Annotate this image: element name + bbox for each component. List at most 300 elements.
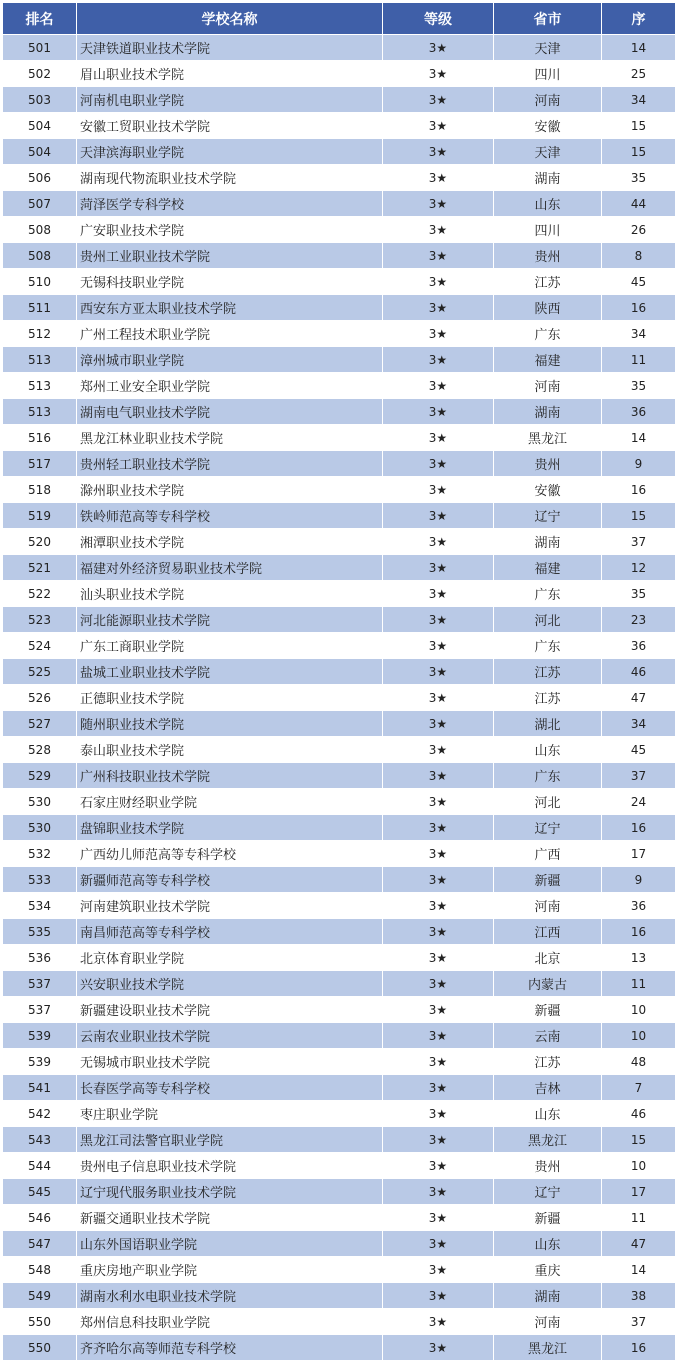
province-cell: 新疆 — [494, 1205, 602, 1231]
rank-cell: 519 — [3, 503, 77, 529]
grade-cell: 3★ — [383, 87, 494, 113]
province-cell: 江苏 — [494, 269, 602, 295]
seq-cell: 17 — [602, 1179, 676, 1205]
seq-cell: 45 — [602, 269, 676, 295]
table-row — [3, 737, 676, 763]
grade-cell: 3★ — [383, 555, 494, 581]
rank-cell: 501 — [3, 35, 77, 61]
seq-cell: 34 — [602, 87, 676, 113]
rank-cell: 510 — [3, 269, 77, 295]
rank-cell: 543 — [3, 1127, 77, 1153]
school-name-cell: 南昌师范高等专科学校 — [77, 919, 383, 945]
province-cell: 陕西 — [494, 295, 602, 321]
table-row — [3, 35, 676, 61]
seq-cell: 35 — [602, 373, 676, 399]
province-cell: 广西 — [494, 841, 602, 867]
province-cell: 广东 — [494, 321, 602, 347]
seq-cell: 36 — [602, 633, 676, 659]
school-name-cell: 枣庄职业学院 — [77, 1101, 383, 1127]
table-row — [3, 581, 676, 607]
grade-cell: 3★ — [383, 373, 494, 399]
school-name-cell: 广安职业技术学院 — [77, 217, 383, 243]
rank-cell: 522 — [3, 581, 77, 607]
rank-cell: 535 — [3, 919, 77, 945]
school-name-cell: 福建对外经济贸易职业技术学院 — [77, 555, 383, 581]
rank-cell: 527 — [3, 711, 77, 737]
table-row — [3, 555, 676, 581]
school-name-cell: 无锡城市职业技术学院 — [77, 1049, 383, 1075]
table-row — [3, 529, 676, 555]
rank-cell: 502 — [3, 61, 77, 87]
table-row — [3, 1153, 676, 1179]
header-province: 省市 — [494, 3, 602, 35]
school-name-cell: 广州工程技术职业学院 — [77, 321, 383, 347]
rank-cell: 516 — [3, 425, 77, 451]
grade-cell: 3★ — [383, 997, 494, 1023]
table-row — [3, 945, 676, 971]
table-row — [3, 217, 676, 243]
grade-cell: 3★ — [383, 1179, 494, 1205]
grade-cell: 3★ — [383, 1101, 494, 1127]
province-cell: 江苏 — [494, 685, 602, 711]
header-grade: 等级 — [383, 3, 494, 35]
table-row — [3, 789, 676, 815]
seq-cell: 34 — [602, 711, 676, 737]
grade-cell: 3★ — [383, 841, 494, 867]
grade-cell: 3★ — [383, 1075, 494, 1101]
grade-cell: 3★ — [383, 1023, 494, 1049]
school-name-cell: 山东外国语职业学院 — [77, 1231, 383, 1257]
province-cell: 天津 — [494, 139, 602, 165]
seq-cell: 17 — [602, 841, 676, 867]
rank-cell: 546 — [3, 1205, 77, 1231]
grade-cell: 3★ — [383, 529, 494, 555]
seq-cell: 10 — [602, 1153, 676, 1179]
school-name-cell: 长春医学高等专科学校 — [77, 1075, 383, 1101]
rank-cell: 536 — [3, 945, 77, 971]
table-header-row — [3, 3, 676, 35]
grade-cell: 3★ — [383, 295, 494, 321]
rank-cell: 529 — [3, 763, 77, 789]
school-name-cell: 齐齐哈尔高等师范专科学校 — [77, 1335, 383, 1361]
school-name-cell: 广州科技职业技术学院 — [77, 763, 383, 789]
school-name-cell: 无锡科技职业学院 — [77, 269, 383, 295]
table-row — [3, 451, 676, 477]
seq-cell: 37 — [602, 1309, 676, 1335]
table-row — [3, 425, 676, 451]
seq-cell: 13 — [602, 945, 676, 971]
province-cell: 湖北 — [494, 711, 602, 737]
grade-cell: 3★ — [383, 113, 494, 139]
rank-cell: 537 — [3, 997, 77, 1023]
grade-cell: 3★ — [383, 1153, 494, 1179]
table-row — [3, 1309, 676, 1335]
header-seq: 序 — [602, 3, 676, 35]
province-cell: 河南 — [494, 87, 602, 113]
province-cell: 新疆 — [494, 867, 602, 893]
province-cell: 广东 — [494, 633, 602, 659]
grade-cell: 3★ — [383, 581, 494, 607]
school-name-cell: 铁岭师范高等专科学校 — [77, 503, 383, 529]
seq-cell: 15 — [602, 1127, 676, 1153]
seq-cell: 37 — [602, 529, 676, 555]
seq-cell: 14 — [602, 35, 676, 61]
school-name-cell: 安徽工贸职业技术学院 — [77, 113, 383, 139]
province-cell: 四川 — [494, 217, 602, 243]
province-cell: 黑龙江 — [494, 425, 602, 451]
grade-cell: 3★ — [383, 139, 494, 165]
province-cell: 辽宁 — [494, 503, 602, 529]
grade-cell: 3★ — [383, 763, 494, 789]
grade-cell: 3★ — [383, 347, 494, 373]
table-row — [3, 841, 676, 867]
grade-cell: 3★ — [383, 165, 494, 191]
seq-cell: 7 — [602, 1075, 676, 1101]
school-name-cell: 黑龙江司法警官职业学院 — [77, 1127, 383, 1153]
province-cell: 河南 — [494, 1309, 602, 1335]
seq-cell: 15 — [602, 139, 676, 165]
school-name-cell: 云南农业职业技术学院 — [77, 1023, 383, 1049]
school-name-cell: 贵州电子信息职业技术学院 — [77, 1153, 383, 1179]
ranking-table — [2, 2, 676, 1361]
province-cell: 新疆 — [494, 997, 602, 1023]
rank-cell: 545 — [3, 1179, 77, 1205]
header-school-name: 学校名称 — [77, 3, 383, 35]
school-name-cell: 黑龙江林业职业技术学院 — [77, 425, 383, 451]
seq-cell: 16 — [602, 919, 676, 945]
table-row — [3, 711, 676, 737]
rank-cell: 525 — [3, 659, 77, 685]
seq-cell: 15 — [602, 503, 676, 529]
rank-cell: 534 — [3, 893, 77, 919]
rank-cell: 544 — [3, 1153, 77, 1179]
province-cell: 湖南 — [494, 165, 602, 191]
rank-cell: 512 — [3, 321, 77, 347]
seq-cell: 9 — [602, 451, 676, 477]
grade-cell: 3★ — [383, 685, 494, 711]
ranking-table-container — [2, 2, 675, 1361]
province-cell: 河南 — [494, 893, 602, 919]
grade-cell: 3★ — [383, 789, 494, 815]
seq-cell: 23 — [602, 607, 676, 633]
province-cell: 福建 — [494, 347, 602, 373]
table-row — [3, 867, 676, 893]
province-cell: 河北 — [494, 607, 602, 633]
grade-cell: 3★ — [383, 867, 494, 893]
table-row — [3, 1127, 676, 1153]
province-cell: 贵州 — [494, 451, 602, 477]
school-name-cell: 盘锦职业技术学院 — [77, 815, 383, 841]
province-cell: 山东 — [494, 1101, 602, 1127]
seq-cell: 15 — [602, 113, 676, 139]
province-cell: 河南 — [494, 373, 602, 399]
rank-cell: 549 — [3, 1283, 77, 1309]
province-cell: 四川 — [494, 61, 602, 87]
grade-cell: 3★ — [383, 711, 494, 737]
rank-cell: 513 — [3, 399, 77, 425]
table-row — [3, 1257, 676, 1283]
grade-cell: 3★ — [383, 35, 494, 61]
school-name-cell: 湘潭职业技术学院 — [77, 529, 383, 555]
grade-cell: 3★ — [383, 425, 494, 451]
rank-cell: 524 — [3, 633, 77, 659]
rank-cell: 526 — [3, 685, 77, 711]
rank-cell: 550 — [3, 1335, 77, 1361]
school-name-cell: 湖南电气职业技术学院 — [77, 399, 383, 425]
grade-cell: 3★ — [383, 269, 494, 295]
rank-cell: 539 — [3, 1023, 77, 1049]
province-cell: 安徽 — [494, 477, 602, 503]
rank-cell: 542 — [3, 1101, 77, 1127]
rank-cell: 517 — [3, 451, 77, 477]
seq-cell: 16 — [602, 295, 676, 321]
rank-cell: 541 — [3, 1075, 77, 1101]
seq-cell: 10 — [602, 997, 676, 1023]
grade-cell: 3★ — [383, 737, 494, 763]
table-row — [3, 1179, 676, 1205]
province-cell: 云南 — [494, 1023, 602, 1049]
seq-cell: 38 — [602, 1283, 676, 1309]
grade-cell: 3★ — [383, 217, 494, 243]
province-cell: 湖南 — [494, 1283, 602, 1309]
province-cell: 辽宁 — [494, 815, 602, 841]
province-cell: 河北 — [494, 789, 602, 815]
table-row — [3, 347, 676, 373]
table-row — [3, 243, 676, 269]
rank-cell: 528 — [3, 737, 77, 763]
province-cell: 山东 — [494, 191, 602, 217]
rank-cell: 550 — [3, 1309, 77, 1335]
seq-cell: 24 — [602, 789, 676, 815]
rank-cell: 532 — [3, 841, 77, 867]
seq-cell: 37 — [602, 763, 676, 789]
rank-cell: 508 — [3, 243, 77, 269]
table-row — [3, 139, 676, 165]
province-cell: 贵州 — [494, 1153, 602, 1179]
table-row — [3, 321, 676, 347]
grade-cell: 3★ — [383, 1309, 494, 1335]
province-cell: 辽宁 — [494, 1179, 602, 1205]
school-name-cell: 菏泽医学专科学校 — [77, 191, 383, 217]
school-name-cell: 天津铁道职业技术学院 — [77, 35, 383, 61]
province-cell: 山东 — [494, 737, 602, 763]
seq-cell: 34 — [602, 321, 676, 347]
grade-cell: 3★ — [383, 1283, 494, 1309]
table-row — [3, 971, 676, 997]
rank-cell: 513 — [3, 373, 77, 399]
table-row — [3, 1023, 676, 1049]
school-name-cell: 随州职业技术学院 — [77, 711, 383, 737]
rank-cell: 507 — [3, 191, 77, 217]
rank-cell: 530 — [3, 815, 77, 841]
table-row — [3, 1205, 676, 1231]
province-cell: 重庆 — [494, 1257, 602, 1283]
seq-cell: 11 — [602, 971, 676, 997]
table-row — [3, 1075, 676, 1101]
province-cell: 北京 — [494, 945, 602, 971]
province-cell: 湖南 — [494, 399, 602, 425]
seq-cell: 11 — [602, 347, 676, 373]
seq-cell: 12 — [602, 555, 676, 581]
seq-cell: 35 — [602, 165, 676, 191]
rank-cell: 503 — [3, 87, 77, 113]
province-cell: 黑龙江 — [494, 1127, 602, 1153]
seq-cell: 36 — [602, 399, 676, 425]
grade-cell: 3★ — [383, 61, 494, 87]
seq-cell: 9 — [602, 867, 676, 893]
rank-cell: 511 — [3, 295, 77, 321]
school-name-cell: 正德职业技术学院 — [77, 685, 383, 711]
seq-cell: 14 — [602, 1257, 676, 1283]
grade-cell: 3★ — [383, 399, 494, 425]
grade-cell: 3★ — [383, 607, 494, 633]
rank-cell: 548 — [3, 1257, 77, 1283]
seq-cell: 16 — [602, 1335, 676, 1361]
grade-cell: 3★ — [383, 893, 494, 919]
table-row — [3, 1231, 676, 1257]
table-row — [3, 373, 676, 399]
school-name-cell: 湖南现代物流职业技术学院 — [77, 165, 383, 191]
header-rank: 排名 — [3, 3, 77, 35]
school-name-cell: 广西幼儿师范高等专科学校 — [77, 841, 383, 867]
school-name-cell: 广东工商职业学院 — [77, 633, 383, 659]
table-row — [3, 295, 676, 321]
grade-cell: 3★ — [383, 321, 494, 347]
grade-cell: 3★ — [383, 1127, 494, 1153]
grade-cell: 3★ — [383, 815, 494, 841]
province-cell: 江西 — [494, 919, 602, 945]
seq-cell: 26 — [602, 217, 676, 243]
school-name-cell: 河北能源职业技术学院 — [77, 607, 383, 633]
table-row — [3, 87, 676, 113]
seq-cell: 44 — [602, 191, 676, 217]
rank-cell: 539 — [3, 1049, 77, 1075]
table-row — [3, 997, 676, 1023]
rank-cell: 537 — [3, 971, 77, 997]
province-cell: 福建 — [494, 555, 602, 581]
grade-cell: 3★ — [383, 243, 494, 269]
seq-cell: 47 — [602, 1231, 676, 1257]
province-cell: 广东 — [494, 581, 602, 607]
table-row — [3, 685, 676, 711]
province-cell: 江苏 — [494, 1049, 602, 1075]
school-name-cell: 泰山职业技术学院 — [77, 737, 383, 763]
school-name-cell: 北京体育职业学院 — [77, 945, 383, 971]
school-name-cell: 石家庄财经职业学院 — [77, 789, 383, 815]
grade-cell: 3★ — [383, 1231, 494, 1257]
grade-cell: 3★ — [383, 191, 494, 217]
rank-cell: 520 — [3, 529, 77, 555]
rank-cell: 533 — [3, 867, 77, 893]
rank-cell: 523 — [3, 607, 77, 633]
rank-cell: 530 — [3, 789, 77, 815]
table-row — [3, 763, 676, 789]
school-name-cell: 天津滨海职业学院 — [77, 139, 383, 165]
school-name-cell: 滁州职业技术学院 — [77, 477, 383, 503]
school-name-cell: 新疆交通职业技术学院 — [77, 1205, 383, 1231]
table-row — [3, 1049, 676, 1075]
grade-cell: 3★ — [383, 1257, 494, 1283]
rank-cell: 504 — [3, 113, 77, 139]
table-row — [3, 269, 676, 295]
school-name-cell: 辽宁现代服务职业技术学院 — [77, 1179, 383, 1205]
school-name-cell: 河南建筑职业技术学院 — [77, 893, 383, 919]
grade-cell: 3★ — [383, 945, 494, 971]
rank-cell: 513 — [3, 347, 77, 373]
table-row — [3, 633, 676, 659]
province-cell: 吉林 — [494, 1075, 602, 1101]
seq-cell: 46 — [602, 1101, 676, 1127]
seq-cell: 48 — [602, 1049, 676, 1075]
seq-cell: 45 — [602, 737, 676, 763]
table-row — [3, 607, 676, 633]
rank-cell: 506 — [3, 165, 77, 191]
seq-cell: 46 — [602, 659, 676, 685]
rank-cell: 504 — [3, 139, 77, 165]
grade-cell: 3★ — [383, 633, 494, 659]
school-name-cell: 新疆师范高等专科学校 — [77, 867, 383, 893]
table-row — [3, 399, 676, 425]
school-name-cell: 眉山职业技术学院 — [77, 61, 383, 87]
province-cell: 山东 — [494, 1231, 602, 1257]
province-cell: 湖南 — [494, 529, 602, 555]
province-cell: 广东 — [494, 763, 602, 789]
seq-cell: 25 — [602, 61, 676, 87]
province-cell: 黑龙江 — [494, 1335, 602, 1361]
table-row — [3, 919, 676, 945]
school-name-cell: 西安东方亚太职业技术学院 — [77, 295, 383, 321]
seq-cell: 35 — [602, 581, 676, 607]
table-row — [3, 1335, 676, 1361]
seq-cell: 14 — [602, 425, 676, 451]
school-name-cell: 郑州信息科技职业学院 — [77, 1309, 383, 1335]
table-row — [3, 191, 676, 217]
grade-cell: 3★ — [383, 659, 494, 685]
province-cell: 贵州 — [494, 243, 602, 269]
school-name-cell: 贵州工业职业技术学院 — [77, 243, 383, 269]
table-row — [3, 503, 676, 529]
grade-cell: 3★ — [383, 919, 494, 945]
school-name-cell: 漳州城市职业学院 — [77, 347, 383, 373]
grade-cell: 3★ — [383, 1205, 494, 1231]
table-row — [3, 113, 676, 139]
rank-cell: 547 — [3, 1231, 77, 1257]
school-name-cell: 兴安职业技术学院 — [77, 971, 383, 997]
grade-cell: 3★ — [383, 503, 494, 529]
school-name-cell: 郑州工业安全职业学院 — [77, 373, 383, 399]
table-body — [3, 35, 676, 1361]
school-name-cell: 湖南水利水电职业技术学院 — [77, 1283, 383, 1309]
table-row — [3, 815, 676, 841]
table-row — [3, 1283, 676, 1309]
table-row — [3, 61, 676, 87]
grade-cell: 3★ — [383, 1335, 494, 1361]
seq-cell: 16 — [602, 815, 676, 841]
grade-cell: 3★ — [383, 451, 494, 477]
school-name-cell: 重庆房地产职业学院 — [77, 1257, 383, 1283]
province-cell: 安徽 — [494, 113, 602, 139]
table-row — [3, 1101, 676, 1127]
rank-cell: 521 — [3, 555, 77, 581]
province-cell: 内蒙古 — [494, 971, 602, 997]
table-row — [3, 165, 676, 191]
table-row — [3, 477, 676, 503]
grade-cell: 3★ — [383, 971, 494, 997]
grade-cell: 3★ — [383, 477, 494, 503]
seq-cell: 47 — [602, 685, 676, 711]
grade-cell: 3★ — [383, 1049, 494, 1075]
school-name-cell: 贵州轻工职业技术学院 — [77, 451, 383, 477]
